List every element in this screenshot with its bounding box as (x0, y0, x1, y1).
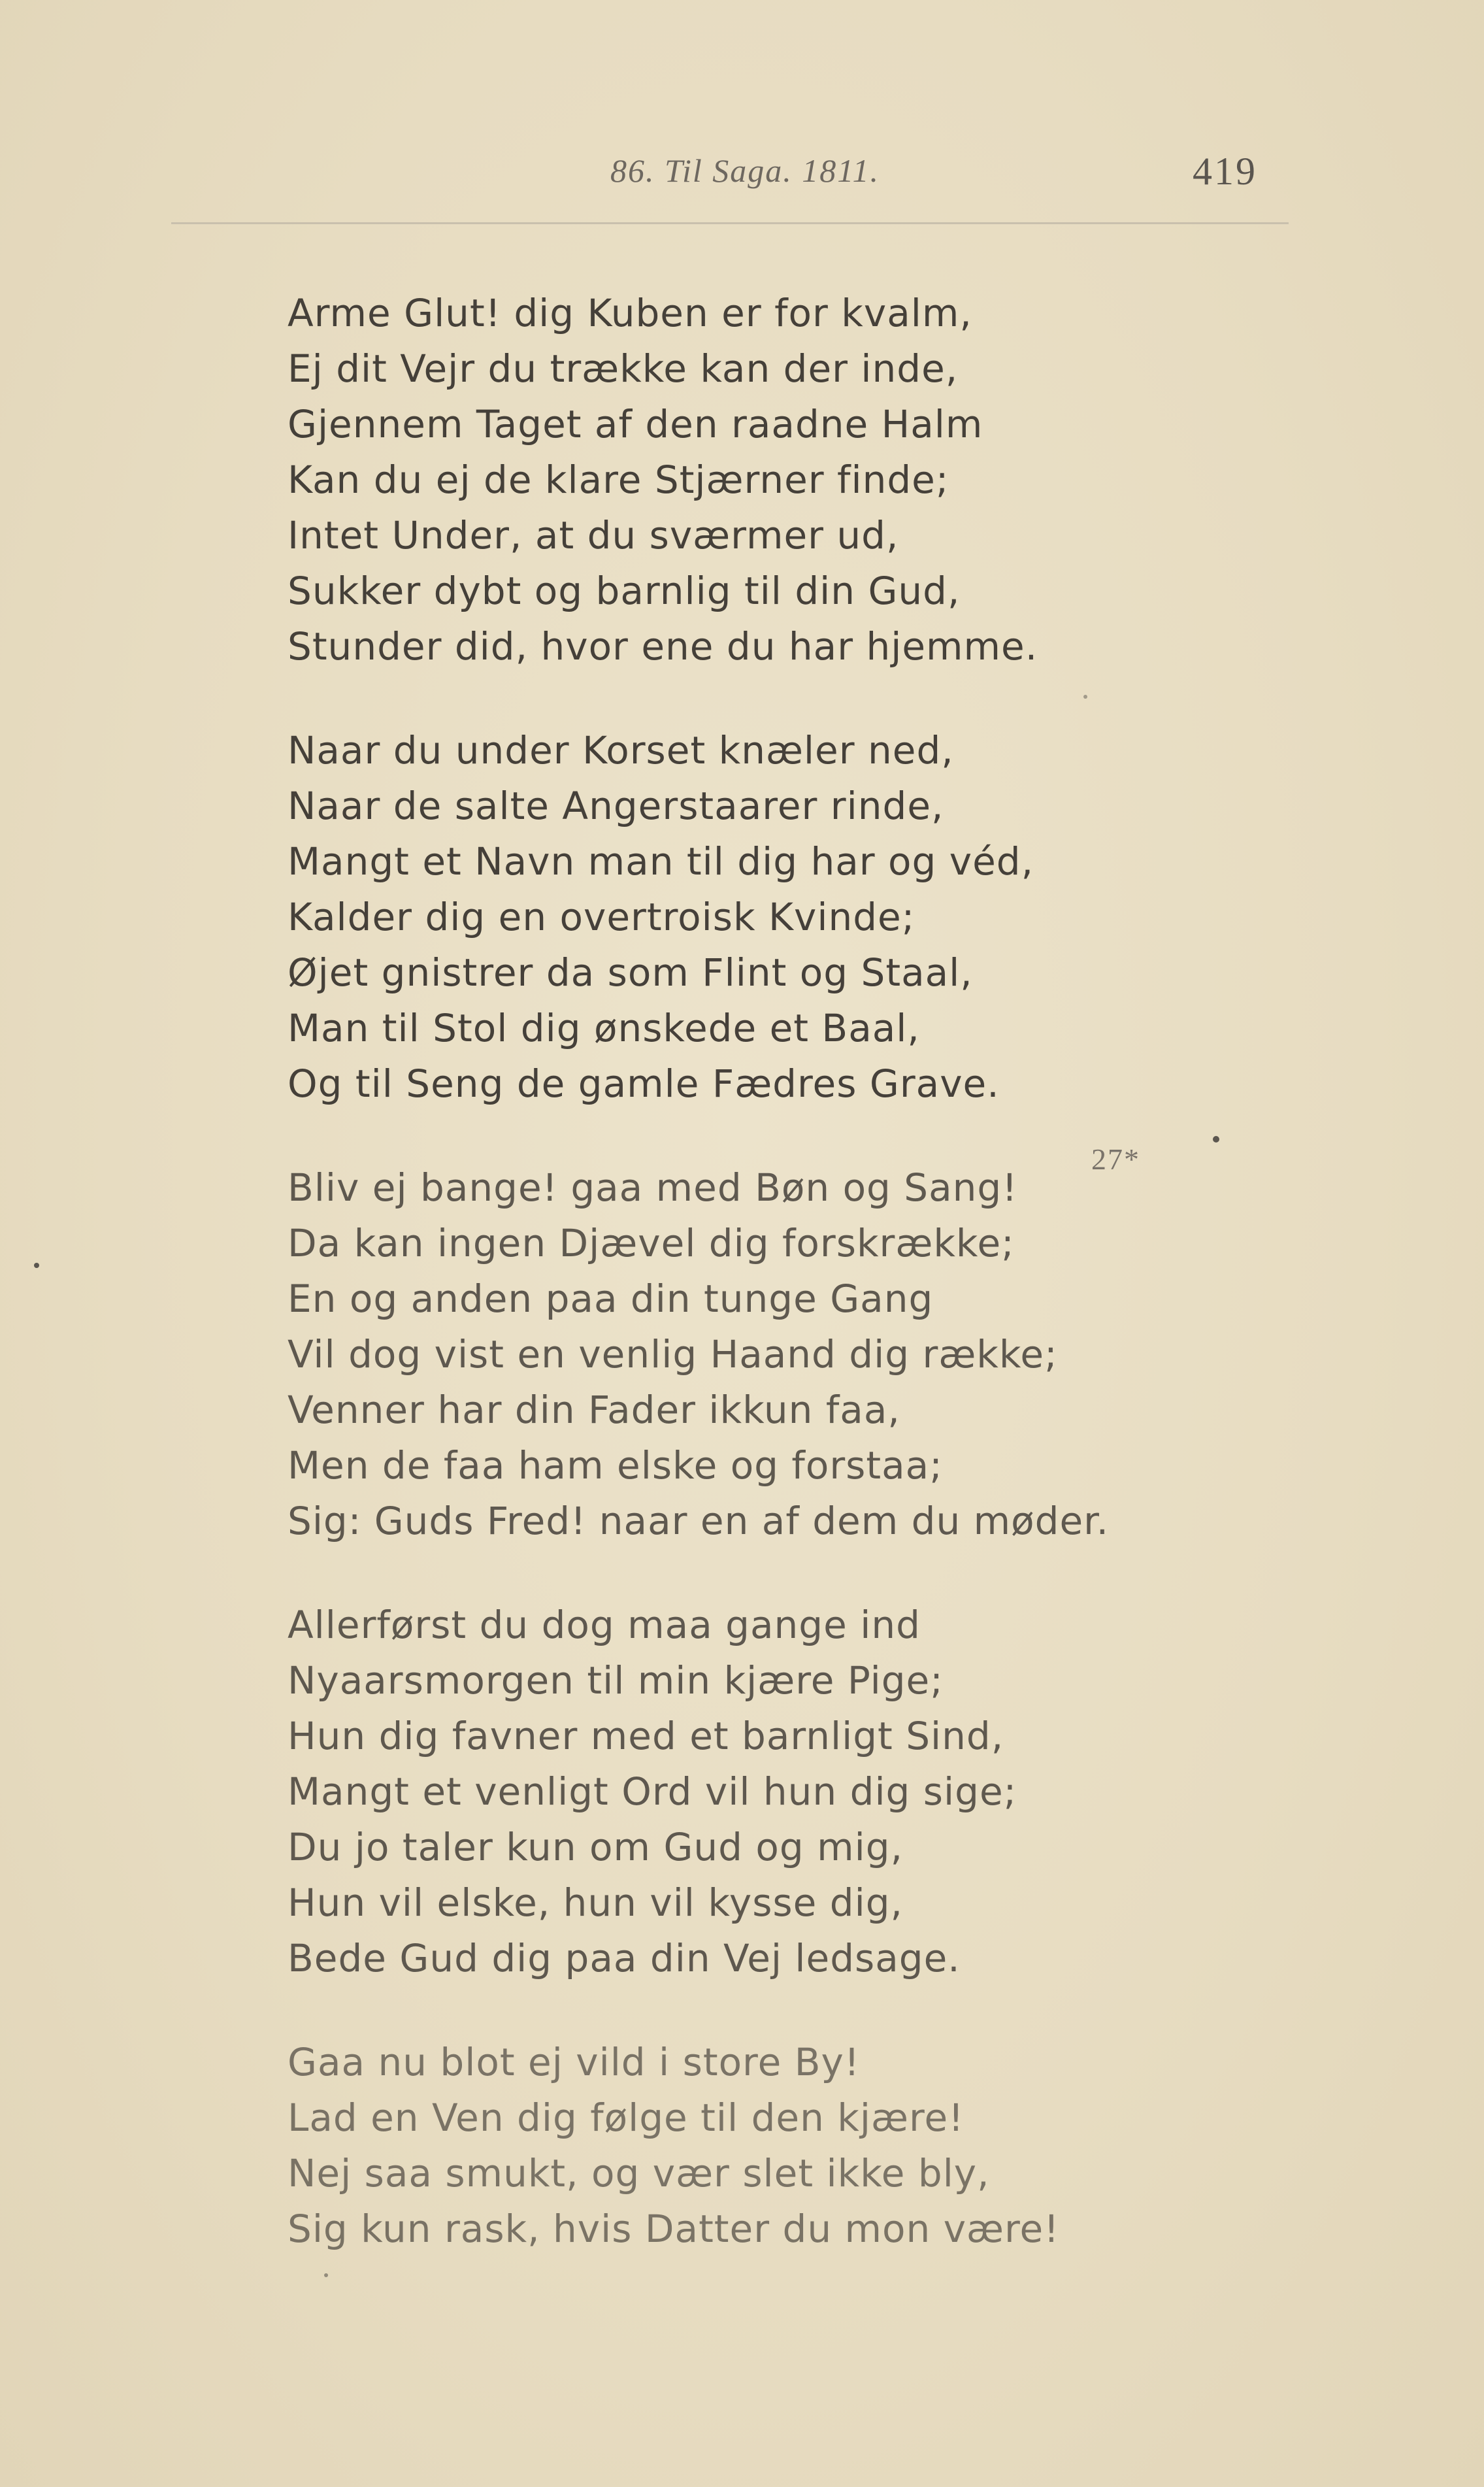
verse-line: Øjet gnistrer da som Flint og Staal, (288, 950, 973, 995)
verse-line: Sukker dybt og barnlig til din Gud, (288, 569, 961, 613)
verse-line: Da kan ingen Djævel dig forskrække; (288, 1221, 1015, 1265)
verse-line: Kan du ej de klare Stjærner finde; (288, 458, 949, 502)
print-speck (324, 2273, 328, 2277)
stanza-5 (288, 2035, 1307, 2257)
verse-line: Venner har din Fader ikkun faa, (288, 1388, 900, 1432)
verse-line: Naar de salte Angerstaarer rinde, (288, 784, 944, 828)
verse-line: Bede Gud dig paa din Vej ledsage. (288, 1936, 961, 1980)
verse-line: En og anden paa din tunge Gang (288, 1277, 934, 1321)
verse-line: Allerførst du dog maa gange ind (288, 1603, 921, 1647)
verse-line: Kalder dig en overtroisk Kvinde; (288, 895, 915, 939)
print-speck (34, 1263, 39, 1268)
verse-line: Men de faa ham elske og forstaa; (288, 1443, 943, 1488)
verse-line: Hun dig favner med et barnligt Sind, (288, 1714, 1004, 1758)
verse-line: Naar du under Korset knæler ned, (288, 728, 954, 773)
verse-line: Gjennem Taget af den raadne Halm (288, 402, 983, 446)
running-title: 86. Til Saga. 1811. (610, 152, 880, 189)
verse-line: Vil dog vist en venlig Haand dig række; (288, 1332, 1058, 1377)
stanza-2 (288, 723, 1307, 1112)
verse-line: Sig kun rask, hvis Datter du mon være! (288, 2207, 1060, 2251)
verse-line: Man til Stol dig ønskede et Baal, (288, 1006, 920, 1050)
verse-line: Stunder did, hvor ene du har hjemme. (288, 624, 1038, 669)
stanza-1 (288, 286, 1307, 675)
verse-line: Lad en Ven dig følge til den kjære! (288, 2095, 965, 2140)
verse-line: Sig: Guds Fred! naar en af dem du møder. (288, 1499, 1110, 1543)
verse-line: Hun vil elske, hun vil kysse dig, (288, 1880, 903, 1925)
verse-line: Nej saa smukt, og vær slet ikke bly, (288, 2151, 990, 2195)
stanza-3 (288, 1160, 1307, 1549)
verse-line: Intet Under, at du sværmer ud, (288, 513, 899, 558)
verse-line: Arme Glut! dig Kuben er for kvalm, (288, 291, 972, 335)
page-number: 419 (1193, 150, 1257, 193)
verse-line: Mangt et venligt Ord vil hun dig sige; (288, 1769, 1017, 1814)
signature-mark: 27* (1091, 1143, 1140, 1176)
verse-line: Nyaarsmorgen til min kjære Pige; (288, 1658, 944, 1703)
verse-line: Du jo taler kun om Gud og mig, (288, 1825, 903, 1869)
verse-line: Ej dit Vejr du trække kan der inde, (288, 346, 959, 391)
stanza-4 (288, 1597, 1307, 1986)
verse-line: Og til Seng de gamle Fædres Grave. (288, 1061, 1000, 1106)
print-speck (1083, 695, 1087, 699)
verse-line: Mangt et Navn man til dig har og véd, (288, 839, 1034, 884)
print-speck (1213, 1136, 1219, 1143)
verse-line: Bliv ej bange! gaa med Bøn og Sang! (288, 1165, 1018, 1210)
verse-line: Gaa nu blot ej vild i store By! (288, 2040, 861, 2084)
header-rule (171, 222, 1289, 224)
